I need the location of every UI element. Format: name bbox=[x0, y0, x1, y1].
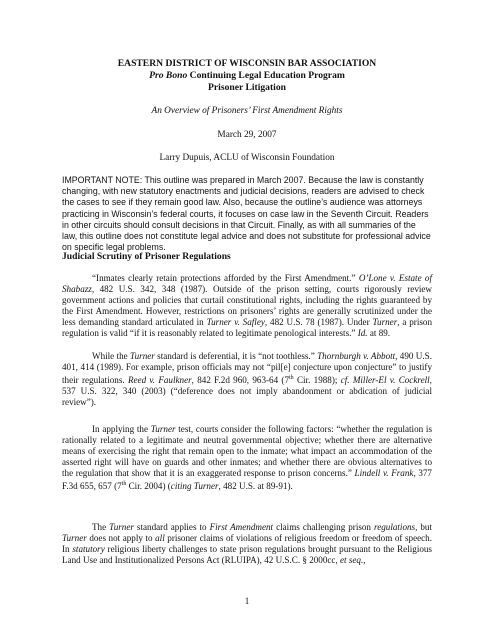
document-subtitle: An Overview of Prisoners’ First Amendment Rights bbox=[151, 106, 343, 116]
program-rest: Continuing Legal Education Program bbox=[187, 70, 345, 81]
paragraph-2: While the Turner standard is deferential, it is “not toothless.” Thornburgh v. Abbott, 490 U.S. 401, 414 (1989). For example, prison officials may not “pil[e] conjecture upon conjecture” to justify their regulations. Reed v. Faulkner, 842 F.2d 960, 963-64 (7th Cir. 1988); cf. Miller-El v. Cockrell, 537 U.S. 322, 340 (2003) (“deference does not imply abandonment or abdication of judicial review”). bbox=[62, 351, 432, 408]
document-date: March 29, 2007 bbox=[217, 130, 277, 140]
program-heading bbox=[0, 70, 494, 82]
paragraph-3: In applying the Turner test, courts consider the following factors: “whether the regulation is rationally related to a legitimate and neutral governmental objective; whether there are alternative means of exercising the right that remain open to the inmate; what impact an accommodation of the asserted right will have on guards and other inmates; and whether there are obvious alternatives to the regulation that show that it is an exaggerated response to prison concerns.” Lindell v. Frank, 377 F.3d 655, 657 (7th Cir. 2004) (citing Turner, 482 U.S. at 89-91). bbox=[62, 424, 432, 492]
document-author: Larry Dupuis, ACLU of Wisconsin Foundation bbox=[159, 153, 335, 163]
program-italic: Pro Bono bbox=[149, 70, 188, 81]
page-number: 1 bbox=[244, 596, 250, 606]
paragraph-4: The Turner standard applies to First Amendment claims challenging prison regulations, but Turner does not apply to all prisoner claims of violations of religious freedom or freedom of speech. In statutory religious liberty challenges to state prison regulations brought pursuant to the Religious Land Use and Institutionalized Persons Act (RLUIPA), 42 U.S.C. § 2000cc, et seq., bbox=[62, 522, 432, 566]
topic-heading: Prisoner Litigation bbox=[208, 82, 286, 93]
section-heading: Judicial Scrutiny of Prisoner Regulations bbox=[62, 251, 231, 262]
org-heading: EASTERN DISTRICT OF WISCONSIN BAR ASSOCIATION bbox=[117, 58, 377, 69]
important-note: IMPORTANT NOTE: This outline was prepared in March 2007. Because the law is constantly changing, with new statutory enactments and judicial decisions, readers are advised to check the cases to see if they remain good law. Also, because the outline’s audience was attorneys practicing in Wisconsin’s federal courts, it focuses on case law in the Seventh Circuit. Readers in other circuits should consult decisions in that Circuit. Finally, as with all summaries of the law, this outline does not constitute legal advice and does not substitute for professional advice on specific legal problems. bbox=[62, 175, 431, 253]
paragraph-1: “Inmates clearly retain protections afforded by the First Amendment.” O’Lone v. Estate of Shabazz, 482 U.S. 342, 348 (1987). Outside of the prison setting, courts rigorously review government actions and policies that curtail constitutional rights, including the rights guaranteed by the First Amendment. However, restrictions on prisoners’ rights are generally scrutinized under the less demanding standard articulated in Turner v. Safley, 482 U.S. 78 (1987). Under Turner, a prison regulation is valid “if it is reasonably related to legitimate penological interests.” Id. at 89. bbox=[62, 273, 433, 339]
